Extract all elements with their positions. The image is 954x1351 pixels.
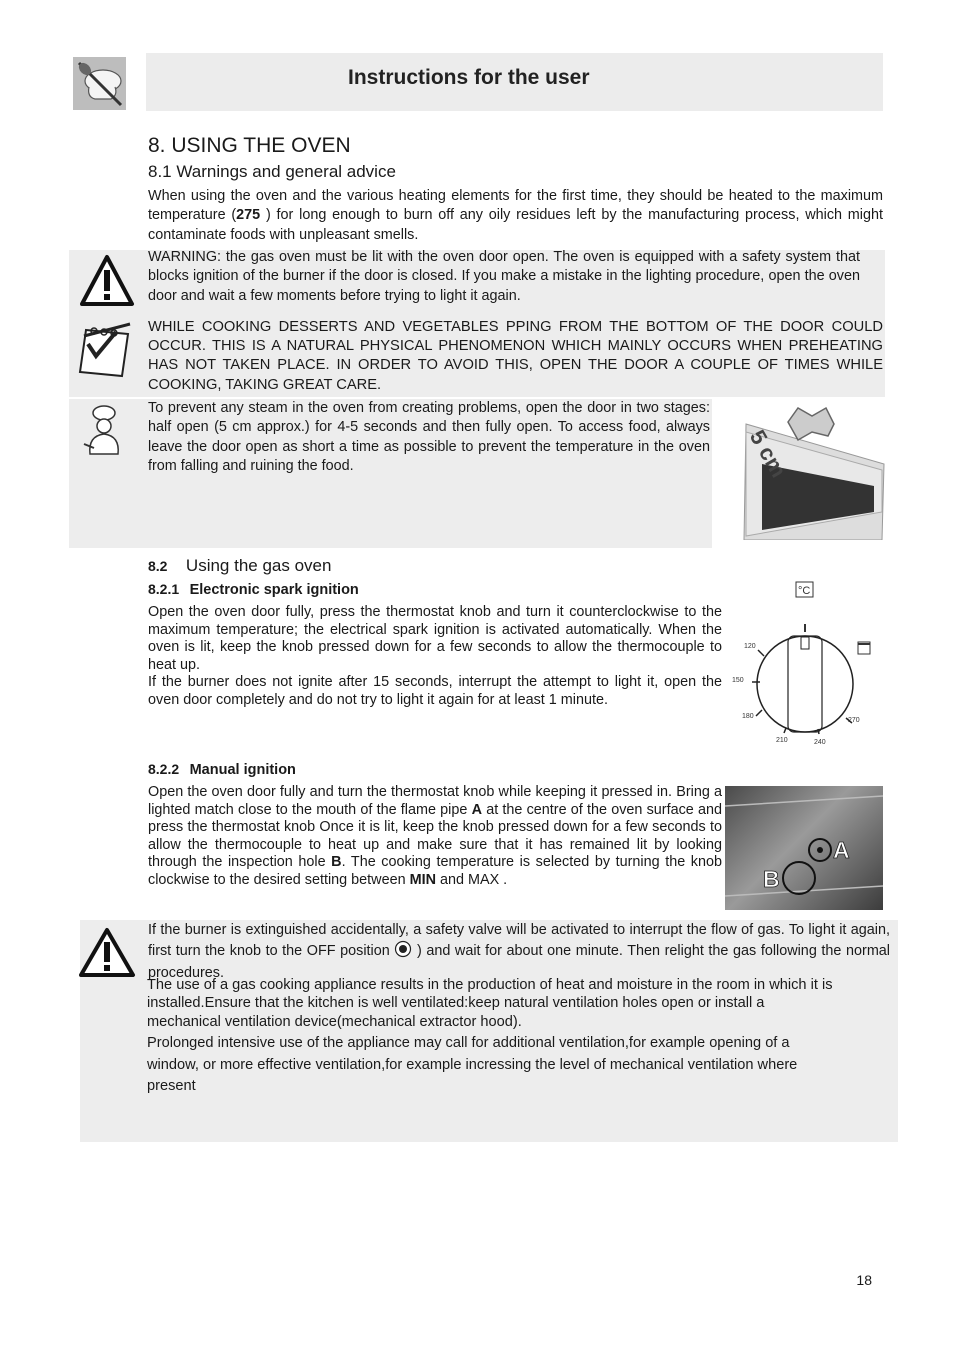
knob-tick-label: 150 [732, 677, 744, 684]
manual-ignition-text [148, 784, 722, 890]
knob-tick-mark [784, 728, 786, 733]
photo-label-b [763, 866, 780, 892]
subsection-8-2-1-heading [148, 581, 359, 599]
section-title: 8. USING THE OVEN [148, 134, 351, 157]
tip-1-text: To prevent any steam in the oven from creating problems, open the door in two stages: half open (5 cm approx.) for 4-5 seconds and then fully open. To access food, always leave the door open as short a time as possible to prevent the temperature in the oven from falling and ruining the food. [148, 400, 710, 474]
photo-label-a [833, 837, 850, 863]
header-title: Instructions for the user [348, 66, 590, 89]
warning-triangle-icon [79, 254, 135, 313]
intro-text-b: ) for long enough to burn off any oily residues left by the manufacturing process, which might contaminate foods with unpleasant smells. [148, 207, 883, 243]
manual-text-b: at the centre of the oven surface and press the thermostat knob Once it is lit, keep the knob pressed down for a few seconds to allow the thermocouple to heat up and make sure that it has remained lit by looking through the inspection hole [148, 801, 723, 871]
knob-tick-mark [756, 710, 762, 716]
knob-tick-mark [758, 650, 764, 656]
label-a: A [471, 801, 482, 818]
warning-2-text [148, 921, 890, 983]
svg-text:A: A [833, 837, 850, 863]
celsius-label [798, 585, 810, 597]
subsection-8-2-1-title: Electronic spark ignition [189, 582, 359, 598]
subsection-8-2-1-number: 8.2.1 [148, 581, 180, 597]
page-number: 18 [856, 1272, 872, 1288]
knob-tick-label: 120 [744, 643, 756, 650]
svg-text:°C: °C [798, 585, 811, 597]
intro-paragraph [148, 187, 883, 245]
knob-tick-label: 270 [848, 717, 860, 724]
intro-text-a: When using the oven and the various heating elements for the first time, they should be heated to the maximum temperature ( [148, 188, 883, 224]
knob-tick-label: 180 [742, 713, 754, 720]
subsection-8-2-number: 8.2 [148, 558, 168, 574]
max-label: MAX [467, 871, 500, 888]
subsection-8-2-2-number: 8.2.2 [148, 761, 180, 777]
knob-tick-mark [818, 729, 819, 734]
subsection-8-2-title: Using the gas oven [185, 556, 332, 575]
svg-text:B: B [763, 866, 780, 892]
thermostat-knob-diagram [730, 578, 880, 755]
warning-1-text: WARNING: the gas oven must be lit with the oven door open. The oven is equipped with a safety system that blocks ignition of the burner if the door is closed. If you make a mistake in the lighting procedure, open the oven door and wait a few moments before trying to light it again. [148, 249, 860, 304]
label-b: B [331, 854, 342, 871]
off-position-icon [394, 940, 412, 964]
subsection-8-2-2-heading [148, 761, 296, 779]
subsection-8-2-heading [148, 556, 331, 576]
extra-ventilation-paragraph: Prolonged intensive use of the appliance may call for additional ventilation,for example opening of a window, or more effective ventilation,for example incressing the level of mechanical ventilation where present [147, 1035, 798, 1095]
subsection-8-2-2-title: Manual ignition [189, 762, 296, 778]
oven-door-illustration [742, 402, 888, 545]
subsection-8-1-title: 8.1 Warnings and general advice [148, 162, 396, 181]
manual-text-a: Open the oven door fully and turn the thermostat knob while keeping it pressed in. Bring a lighted match close to the mouth of the flame pipe [148, 784, 722, 818]
and-text: and [435, 871, 468, 888]
knob-tick-label: 240 [814, 739, 826, 746]
warning-2-text-b: ) and wait for about one minute. Then relight the gas following the normal procedures. [148, 943, 891, 981]
oven-interior-photo [725, 786, 883, 910]
note-1-text: WHILE COOKING DESSERTS AND VEGETABLES PPING FROM THE BOTTOM OF THE DOOR COULD OCCUR. THIS IS A NATURAL PHYSICAL PHENOMENON WHICH MAINLY OCCURS WHEN PREHEATING HAS NOT TAKEN PLACE. IN ORDER TO AVOID THIS, OPEN THE DOOR A COUPLE OF TIMES WHILE COOKING, TAKING GREAT CARE. [148, 319, 883, 393]
ventilation-paragraph: The use of a gas cooking appliance results in the production of heat and moisture in the room in which it is installed.Ensure that the kitchen is well ventilated:keep natural ventilation holes open or install a mechanical ventilation device(mechanical extractor hood). [147, 977, 833, 1030]
spoon-chef-hat-icon [73, 57, 126, 110]
min-label: MIN [409, 871, 436, 888]
end-text: . [499, 871, 508, 888]
spark-ignition-text: Open the oven door fully, press the thermostat knob and turn it counterclockwise to the maximum temperature; the electrical spark ignition is activated automatically. When the oven is lit, keep the knob pressed down for a few seconds to allow the thermocouple to heat up. If the burner does not ignite after 15 seconds, interrupt the attempt to light it, open the oven door completely and do not try to light it again for at least 1 minute. [148, 604, 722, 708]
svg-text:5 cm: 5 cm [744, 425, 792, 482]
manual-text-c: . The cooking temperature is selected by turning the knob clockwise to the desired setting between [148, 854, 722, 888]
warning-2-text-a: If the burner is extinguished accidentally, a safety valve will be activated to interrupt the flow of gas. To light it again, first turn the knob to the OFF position [148, 922, 890, 959]
warning-triangle-icon [78, 927, 136, 984]
knob-tick-label: 210 [776, 737, 788, 744]
intro-temperature: 275 [236, 207, 261, 224]
chef-icon [80, 404, 128, 465]
notepad-pencil-icon [76, 322, 134, 385]
